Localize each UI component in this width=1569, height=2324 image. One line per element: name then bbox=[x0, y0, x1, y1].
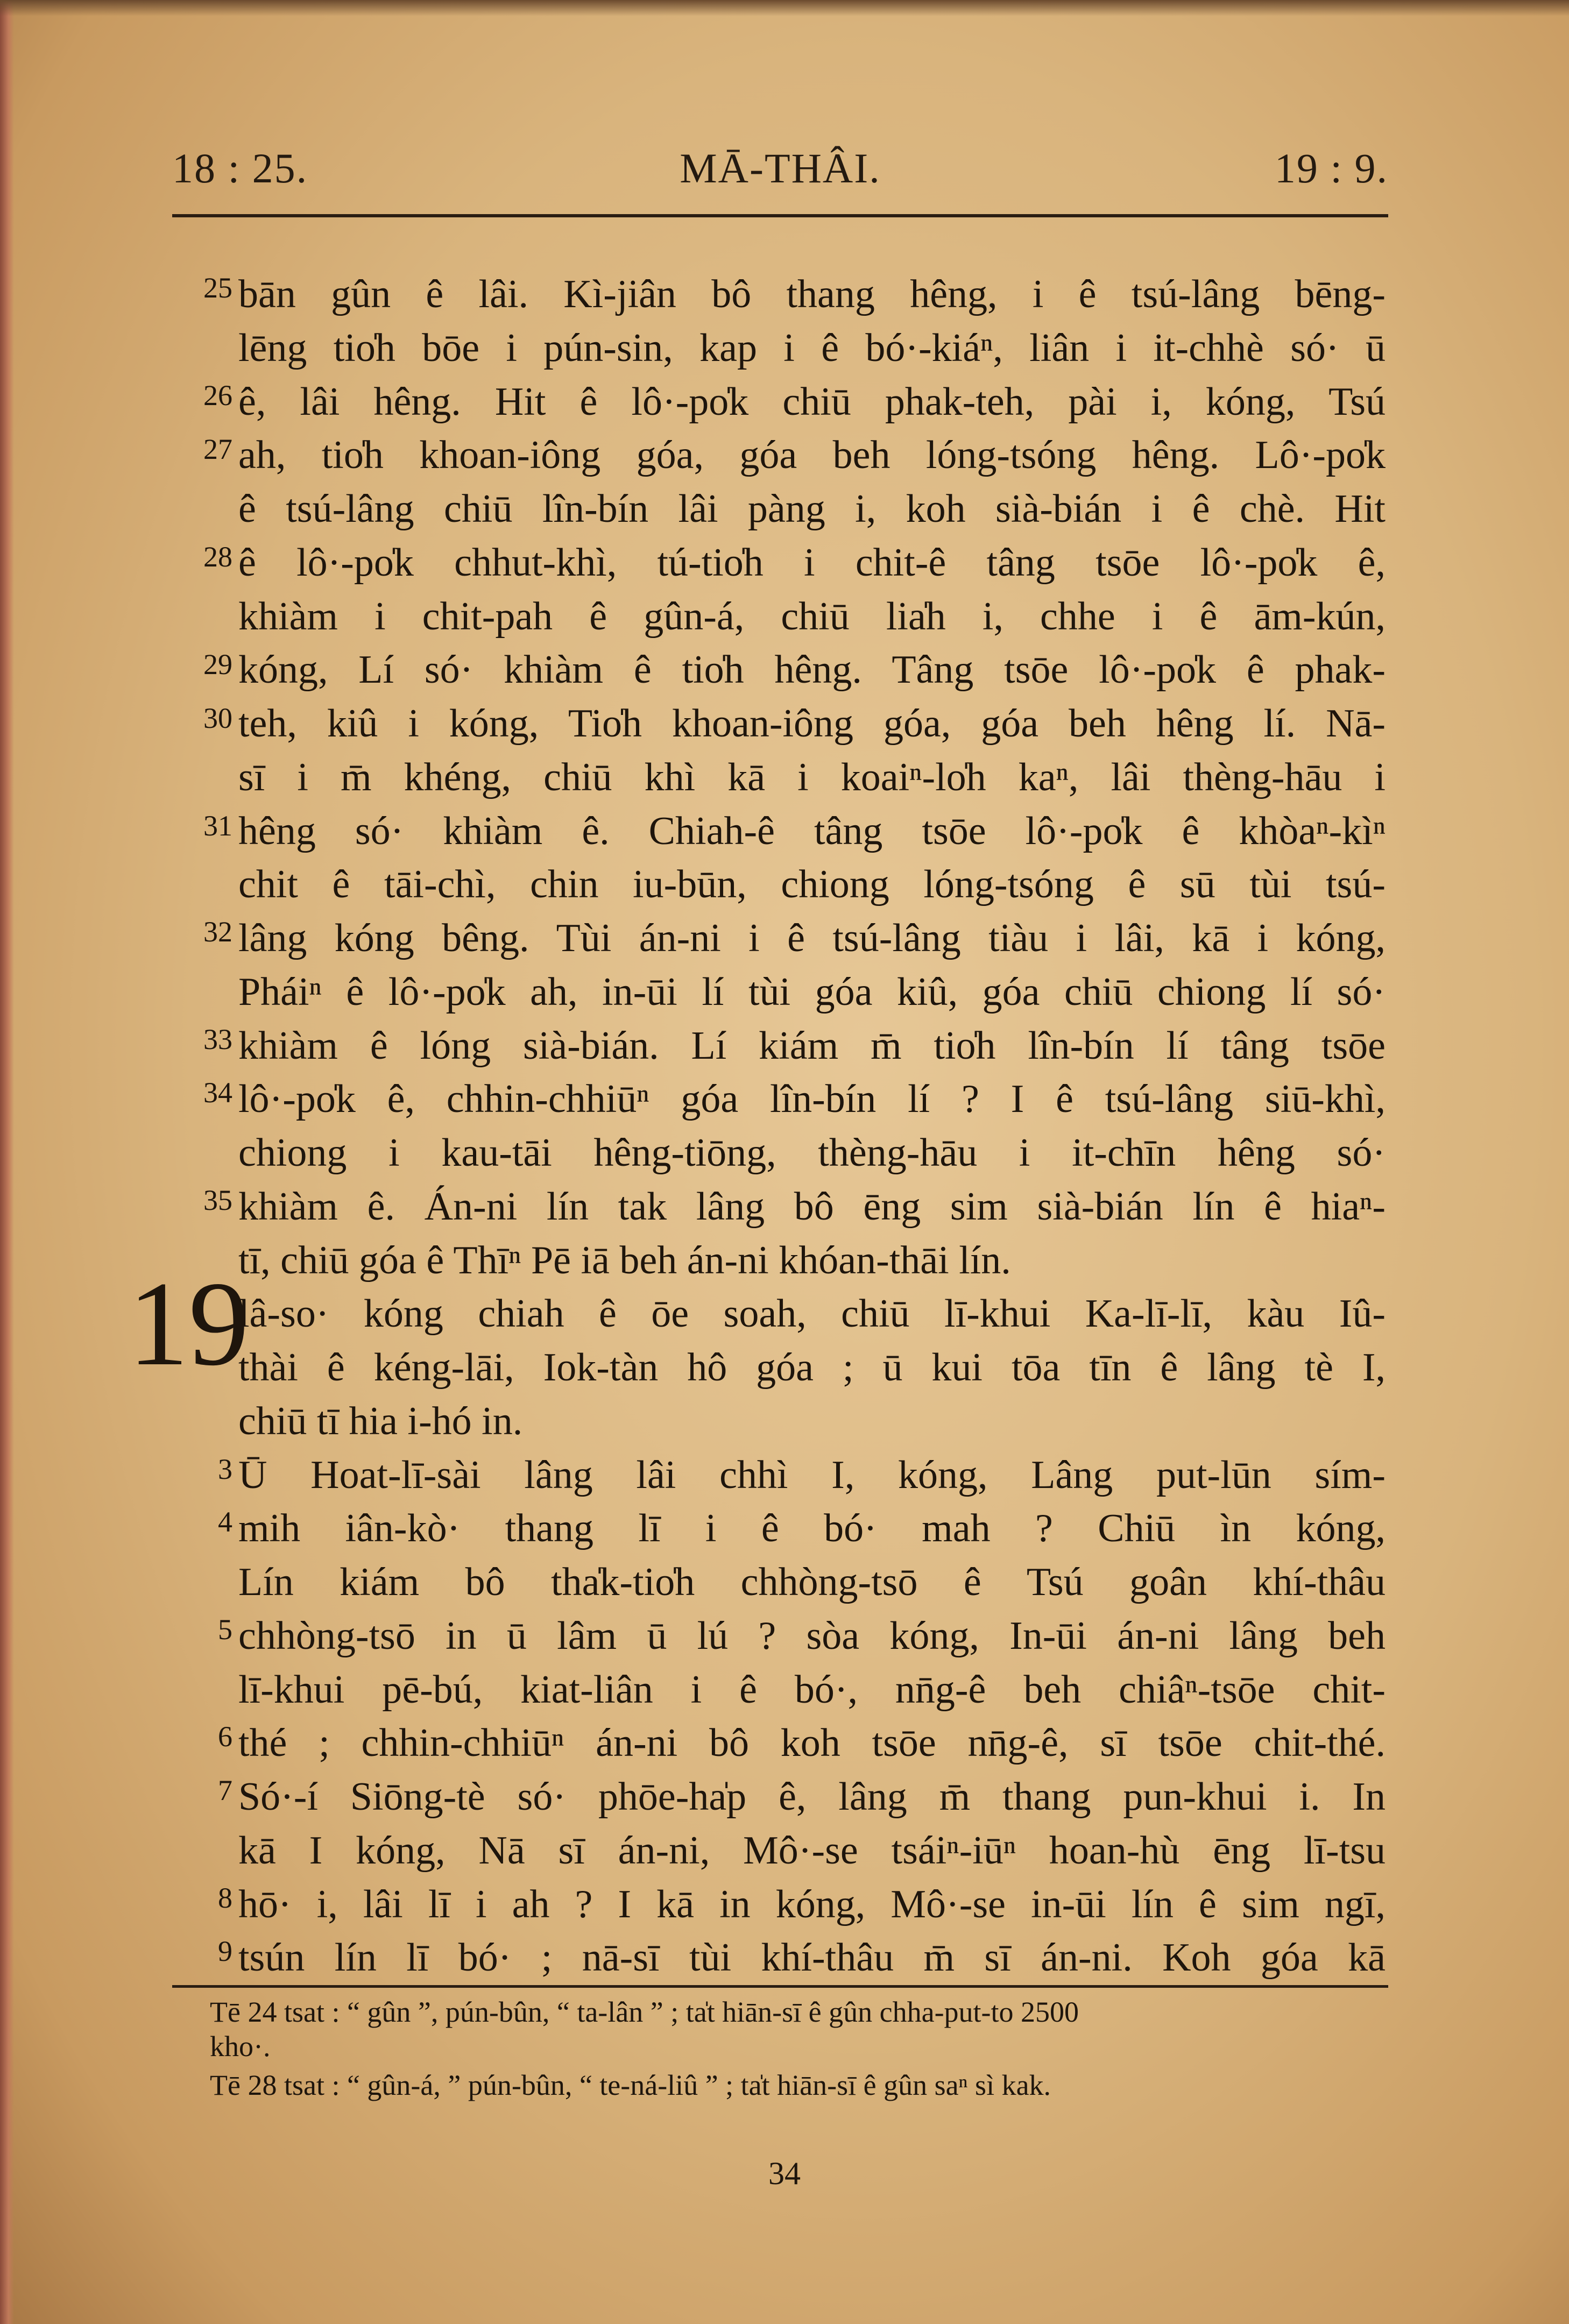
verse-number: 4 bbox=[218, 1506, 232, 1538]
verse-number: 3 bbox=[218, 1453, 232, 1485]
verse-number: 28 bbox=[203, 541, 232, 573]
verse-number: 26 bbox=[203, 379, 232, 412]
text-line: kóng, Lí só· khiàm ê tio̍h hêng. Tâng tsōe lô·-po̍k ê phak- bbox=[238, 648, 1386, 692]
text-line: Só·-í Siōng-tè só· phōe-ha̍p ê, lâng m̄ thang pun-khui i. In bbox=[238, 1775, 1386, 1819]
text-line: bān gûn ê lâi. Kì-jiân bô thang hêng, i ê tsú-lâng bēng- bbox=[238, 272, 1386, 316]
verse-number: 5 bbox=[218, 1613, 232, 1646]
text-line: teh, kiû i kóng, Tio̍h khoan-iông góa, góa beh hêng lí. Nā- bbox=[238, 702, 1386, 746]
header-left-reference: 18 : 25. bbox=[172, 145, 308, 192]
text-line: Lín kiám bô tha̍k-tio̍h chhòng-tsō ê Tsú goân khí-thâu bbox=[238, 1560, 1386, 1604]
text-line: chiong i kau-tāi hêng-tiōng, thèng-hāu i it-chīn hêng só· bbox=[238, 1131, 1386, 1175]
text-line: Ū Hoat-lī-sài lâng lâi chhì I, kóng, Lâng put-lūn sím- bbox=[238, 1453, 1386, 1497]
text-line: ê lô·-po̍k chhut-khì, tú-tio̍h i chit-ê tâng tsōe lô·-po̍k ê, bbox=[238, 541, 1386, 585]
page-number: 34 bbox=[768, 2156, 801, 2191]
verse-number: 7 bbox=[218, 1774, 232, 1806]
text-line: Pháiⁿ ê lô·-po̍k ah, in-ūi lí tùi góa kiû, góa chiū chiong lí só· bbox=[238, 970, 1386, 1014]
verse-number: 25 bbox=[203, 272, 232, 304]
text-line: mih iân-kò· thang lī i ê bó· mah ? Chiū ìn kóng, bbox=[238, 1506, 1386, 1550]
header-right-reference: 19 : 9. bbox=[1274, 145, 1388, 192]
verse-number: 32 bbox=[203, 916, 232, 948]
verse-number: 34 bbox=[203, 1076, 232, 1109]
text-line: tsún lín lī bó· ; nā-sī tùi khí-thâu m̄ sī án-ni. Koh góa kā bbox=[238, 1936, 1386, 1980]
text-line: lī-khui pē-bú, kiat-liân i ê bó·, nn̄g-ê beh chiâⁿ-tsōe chit- bbox=[238, 1668, 1386, 1712]
footnote-line: kho·. bbox=[210, 2030, 271, 2063]
text-line: lô·-po̍k ê, chhin-chhiūⁿ góa lîn-bín lí ? I ê tsú-lâng siū-khì, bbox=[238, 1077, 1386, 1121]
footnote-rule bbox=[172, 1985, 1388, 1988]
verse-number: 9 bbox=[218, 1935, 232, 1967]
verse-number: 29 bbox=[203, 648, 232, 681]
verse-number: 31 bbox=[203, 810, 232, 842]
text-line: kā I kóng, Nā sī án-ni, Mô·-se tsáiⁿ-iūⁿ hoan-hù ēng lī-tsu bbox=[238, 1829, 1386, 1873]
verse-number: 27 bbox=[203, 433, 232, 465]
text-line: khiàm ê. Án-ni lín tak lâng bô ēng sim sià-bián lín ê hiaⁿ- bbox=[238, 1185, 1386, 1229]
text-line: ê, lâi hêng. Hit ê lô·-po̍k chiū phak-teh, pài i, kóng, Tsú bbox=[238, 380, 1386, 424]
text-line: tī, chiū góa ê Thīⁿ Pē iā beh án-ni khóan-thāi lín. bbox=[238, 1238, 1011, 1283]
footnote-line: Tē 28 tsat : “ gûn-á, ” pún-bûn, “ te-ná-liû ” ; ta̍t hiān-sī ê gûn saⁿ sì kak. bbox=[210, 2069, 1051, 2101]
text-line: hō· i, lâi lī i ah ? I kā in kóng, Mô·-se in-ūi lín ê sim ngī, bbox=[238, 1882, 1386, 1926]
footnote-line: Tē 24 tsat : “ gûn ”, pún-bûn, “ ta-lân ” ; ta̍t hiān-sī ê gûn chha-put-to 2500 bbox=[210, 1996, 1079, 2028]
text-line: hêng só· khiàm ê. Chiah-ê tâng tsōe lô·-po̍k ê khòaⁿ-kìⁿ bbox=[238, 809, 1386, 853]
text-line: ê tsú-lâng chiū lîn-bín lâi pàng i, koh sià-bián i ê chè. Hit bbox=[238, 487, 1386, 531]
text-line: khiàm i chit-pah ê gûn-á, chiū lia̍h i, chhe i ê ām-kún, bbox=[238, 594, 1386, 639]
header-book-title: MĀ-THÂI. bbox=[680, 145, 881, 192]
text-line: chit ê tāi-chì, chin iu-būn, chiong lóng-tsóng ê sū tùi tsú- bbox=[238, 862, 1386, 906]
verse-number: 33 bbox=[203, 1023, 232, 1055]
text-line: chhòng-tsō in ū lâm ū lú ? sòa kóng, In-ūi án-ni lâng beh bbox=[238, 1614, 1386, 1658]
verse-number: 35 bbox=[203, 1184, 232, 1216]
text-line: lâng kóng bêng. Tùi án-ni i ê tsú-lâng tiàu i lâi, kā i kóng, bbox=[238, 916, 1386, 960]
text-line: ah, tio̍h khoan-iông góa, góa beh lóng-tsóng hêng. Lô·-po̍k bbox=[238, 433, 1386, 477]
text-line: thé ; chhin-chhiūⁿ án-ni bô koh tsōe nn̄g-ê, sī tsōe chit-thé. bbox=[238, 1721, 1386, 1765]
text-line: khiàm ê lóng sià-bián. Lí kiám m̄ tio̍h lîn-bín lí tâng tsōe bbox=[238, 1024, 1386, 1068]
verse-number: 30 bbox=[203, 702, 232, 734]
text-line: lēng tio̍h bōe i pún-sin, kap i ê bó·-kiáⁿ, liân i it-chhè só· ū bbox=[238, 326, 1386, 370]
text-line: lâ-so· kóng chiah ê ōe soah, chiū lī-khui Ka-lī-lī, kàu Iû- bbox=[238, 1292, 1386, 1336]
chapter-number: 19 bbox=[128, 1256, 249, 1391]
text-line: sī i m̄ khéng, chiū khì kā i koaiⁿ-lo̍h kaⁿ, lâi thèng-hāu i bbox=[238, 755, 1386, 799]
verse-number: 6 bbox=[218, 1720, 232, 1753]
verse-number: 8 bbox=[218, 1882, 232, 1914]
text-line: thài ê kéng-lāi, Iok-tàn hô góa ; ū kui tōa tīn ê lâng tè I, bbox=[238, 1345, 1386, 1390]
text-line: chiū tī hia i-hó in. bbox=[238, 1399, 523, 1443]
